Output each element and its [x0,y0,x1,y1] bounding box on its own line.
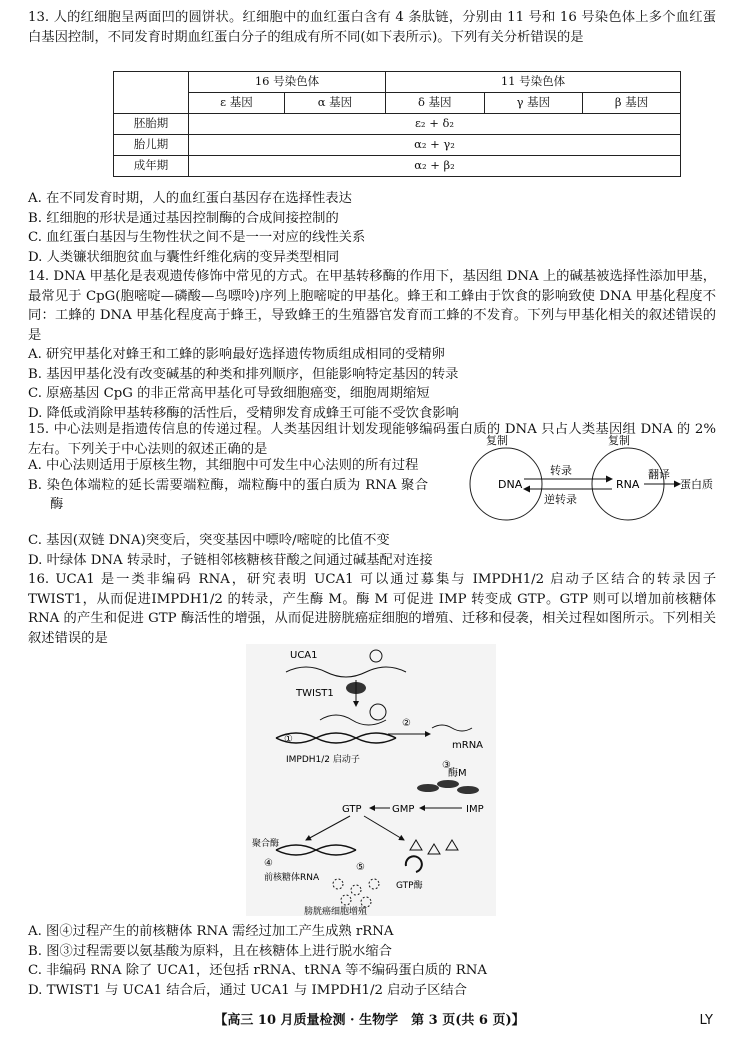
footer-code: LY [699,1013,713,1028]
enzyme-m-3 [457,786,479,794]
gene-epsilon: ε 基因 [189,93,285,114]
option-b: B. 染色体端粒的延长需要端粒酶，端粒酶中的蛋白质为 RNA 聚合酶 [28,477,428,512]
hemoglobin-table [113,71,681,177]
transcribe-label: 转录 [550,464,572,477]
rna-label: RNA [616,478,640,491]
stage-label: 胚胎期 [114,114,189,135]
step5-label: ⑤ [356,862,365,873]
option-b: B. 红细胞的形状是通过基因控制酶的合成间接控制的 [28,210,339,226]
option-c: C. 基因(双链 DNA)突变后，突变基因中嘌呤/嘧啶的比值不变 [28,533,390,548]
promoter-label: IMPDH1/2 启动子 [286,755,360,765]
table-row [114,114,681,135]
option-b: B. 图③过程需要以氨基酸为原料，且在核糖体上进行脱水缩合 [28,943,392,959]
table-header-11: 11 号染色体 [385,72,680,93]
option-c: C. 血红蛋白基因与生物性状之间不是一一对应的线性关系 [28,230,366,245]
question-15-stem: 15. 中心法则是指遗传信息的传递过程。人类基因组计划发现能够编码蛋白质的 DNA 只占人类基因组 DNA 的 2%左右。下列关于中心法则的叙述正确的是 [28,422,716,457]
stage-label: 胎儿期 [114,135,189,156]
option-c: C. 非编码 RNA 除了 UCA1，还包括 rRNA、tRNA 等不编码蛋白质的 RNA [28,963,487,978]
question-14-stem: 14. DNA 甲基化是表观遗传修饰中常见的方式。在甲基转移酶的作用下，基因组 DNA 上的碱基被选择性添加甲基，最常见于 CpG(胞嘧啶—磷酸—鸟嘌呤)序列上胞嘧啶的甲基化。蜂王和工蜂由于饮食的影响致使 DNA 甲基化程度不同：工蜂的 DNA 甲基化程度高于蜂王，导致蜂王的生殖器官发育而工蜂的不发育。下列与甲基化相关的叙述错误的是 [28,269,716,343]
option-a: A. 研究甲基化对蜂王和工蜂的影响最好选择遗传物质组成相同的受精卵 [28,347,445,362]
option-d: D. 人类镰状细胞贫血与囊性纤维化病的变异类型相同 [28,249,340,265]
question-14-options [28,345,716,423]
question-13 [28,8,716,47]
step1-label: ① [284,734,293,745]
gene-delta: δ 基因 [385,93,484,114]
stage-label: 成年期 [114,156,189,177]
question-16-options [28,922,716,1000]
prerrna-label: 前核糖体RNA [264,873,320,883]
step2-label: ② [402,718,411,729]
question-16 [28,570,716,648]
table-row [114,135,681,156]
enzyme-m-1 [417,784,439,792]
translate-label: 翻译 [648,468,670,481]
option-a: A. 中心法则适用于原核生物，其细胞中可发生中心法则的所有过程 [28,458,419,473]
table-corner [114,72,189,114]
question-15-options-cd [28,531,716,570]
protein-label: 蛋白质 [680,478,713,491]
central-dogma-diagram [444,434,716,524]
twist1-label: TWIST1 [296,688,334,699]
gmp-label: GMP [392,804,415,815]
option-a: A. 图④过程产生的前核糖体 RNA 需经过加工产生成熟 rRNA [28,924,394,939]
cells-label: 膀胱癌细胞增殖 [304,907,368,916]
option-d: D. 降低或消除甲基转移酶的活性后，受精卵发育成蜂王可能不受饮食影响 [28,405,459,421]
table-header-16: 16 号染色体 [189,72,386,93]
option-a: A. 在不同发育时期，人的血红蛋白基因存在选择性表达 [28,191,352,206]
option-d: D. 叶绿体 DNA 转录时，子链相邻核糖核苷酸之间通过碱基配对连接 [28,552,433,568]
polymerase-label: 聚合酶 [252,839,280,849]
page-footer: 【高三 10 月质量检测 · 生物学 第 3 页(共 6 页)】 [214,1013,525,1028]
uca1-pathway-figure [246,644,496,916]
gtpase-label: GTP酶 [396,881,423,891]
question-15-options-ab [28,456,428,515]
uca1-label: UCA1 [290,650,318,661]
option-c: C. 原癌基因 CpG 的非正常高甲基化可导致细胞癌变，细胞周期缩短 [28,386,430,401]
step3-label: ③ [442,760,451,771]
question-13-options [28,189,716,267]
dna-label: DNA [498,478,523,491]
reverse-label: 逆转录 [544,493,577,506]
question-16-stem: 16. UCA1 是一类非编码 RNA，研究表明 UCA1 可以通过募集与 IMPDH1/2 启动子区结合的转录因子 TWIST1，从而促进IMPDH1/2 的转录，产生酶 M。酶 M 可促进 IMP 转变成 GTP。GTP 则可以增加前核糖体 RNA 的产生和促进 GTP 酶活性的增强，从而促进膀胱癌症细胞的增殖、迁移和侵袭，相关过程如图所示。下列相关叙述错误的是 [28,572,716,646]
gene-beta: β 基因 [583,93,681,114]
copy1-label: 复制 [486,434,508,447]
enzyme-label: 酶M [448,768,467,779]
step4-label: ④ [264,858,273,869]
gene-alpha: α 基因 [284,93,385,114]
stage-value: α₂ + β₂ [189,156,681,177]
gtp-label: GTP [342,804,362,815]
question-14 [28,267,716,345]
copy2-label: 复制 [608,434,630,447]
question-13-stem: 13. 人的红细胞呈两面凹的圆饼状。红细胞中的血红蛋白含有 4 条肽链，分别由 11 号和 16 号染色体上多个血红蛋白基因控制，不同发育时期血红蛋白分子的组成有所不同(如下表所示)。下列有关分析错误的是 [28,10,716,45]
option-d: D. TWIST1 与 UCA1 结合后，通过 UCA1 与 IMPDH1/2 启动子区结合 [28,982,467,998]
gene-gamma: γ 基因 [484,93,582,114]
stage-value: α₂ + γ₂ [189,135,681,156]
mrna-label: mRNA [452,740,484,751]
imp-label: IMP [466,804,484,815]
table-row [114,156,681,177]
option-b: B. 基因甲基化没有改变碱基的种类和排列顺序，但能影响特定基因的转录 [28,366,459,382]
enzyme-m-2 [437,780,459,788]
stage-value: ε₂ + δ₂ [189,114,681,135]
